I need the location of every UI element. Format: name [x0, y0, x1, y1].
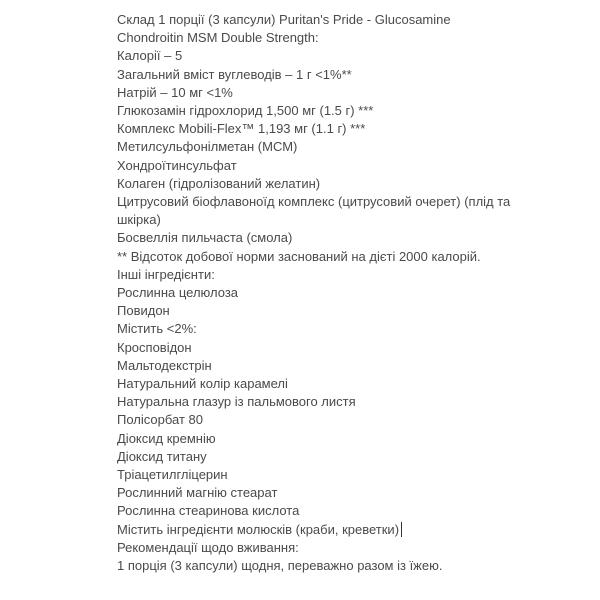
text-line-triacetin: Тріацетилгліцерин [117, 467, 228, 483]
daily-value-footnote: ** Відсоток добової норми заснований на дієті 2000 калорій. [117, 248, 481, 264]
text-line-msm: Метилсульфонілметан (МСМ) [117, 139, 298, 155]
text-line-collagen: Колаген (гідролізований желатин) [117, 175, 321, 191]
text-line-calories: Калорії – 5 [117, 48, 183, 64]
text-line-citrus-bioflavonoid: Цитрусовий біофлавоноїд комплекс (цитрусовий очерет) (плід та шкірка) [117, 194, 511, 228]
text-line-glucosamine: Глюкозамін гідрохлорид 1,500 мг (1.5 г) *** [117, 103, 374, 119]
document-body [117, 11, 517, 575]
text-line-cellulose: Рослинна целюлоза [117, 285, 239, 301]
text-line-magnesium-stearate: Рослинний магнію стеарат [117, 485, 278, 501]
text-line-carbohydrates: Загальний вміст вуглеводів – 1 г <1%** [117, 66, 352, 82]
text-line-mobili-flex: Комплекс Mobili-Flex™ 1,193 мг (1.1 г) *** [117, 121, 366, 137]
shellfish-warning-text: Містить інгредієнти молюсків (краби, креветки) [117, 521, 400, 537]
text-line-sodium: Натрій – 10 мг <1% [117, 84, 233, 100]
serving-composition-heading: Склад 1 порції (3 капсули) Puritan's Pride - Glucosamine Chondroitin MSM Double Strength: [117, 12, 451, 46]
text-line-dosage: 1 порція (3 капсули) щодня, переважно разом із їжею. [117, 558, 443, 574]
text-line-polysorbate: Полісорбат 80 [117, 412, 203, 428]
text-line-contains-less-than: Містить <2%: [117, 321, 197, 337]
text-line-crospovidone: Кросповідон [117, 339, 192, 355]
text-line-stearic-acid: Рослинна стеаринова кислота [117, 503, 300, 519]
text-cursor [401, 522, 402, 537]
text-line-boswellia: Босвеллія пильчаста (смола) [117, 230, 293, 246]
other-ingredients-heading: Інші інгредієнти: [117, 266, 215, 282]
shellfish-warning-line[interactable] [117, 521, 517, 539]
text-line-titanium-dioxide: Діоксид титану [117, 448, 207, 464]
text-line-caramel-color: Натуральний колір карамелі [117, 376, 288, 392]
text-line-maltodextrin: Мальтодекстрін [117, 357, 212, 373]
text-line-povidone: Повидон [117, 303, 170, 319]
text-line-chondroitin: Хондроїтинсульфат [117, 157, 237, 173]
text-line-palm-glaze: Натуральна глазур із пальмового листя [117, 394, 356, 410]
text-line-silicon-dioxide: Діоксид кремнію [117, 430, 216, 446]
usage-recommendations-heading: Рекомендації щодо вживання: [117, 539, 299, 555]
